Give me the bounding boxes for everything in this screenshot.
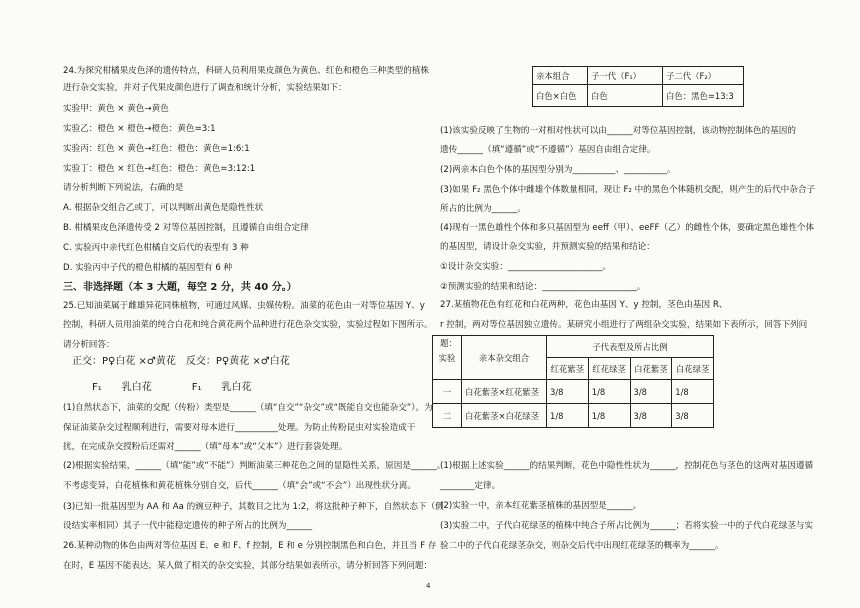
t2-exp: 一 (433, 380, 462, 404)
text-line: 24.为探究柑橘果皮色泽的遗传特点，科研人员利用果皮颜色为黄色、红色和橙色三种类型的植株 (63, 66, 430, 76)
text-line: B. 柑橘果皮色泽遗传受 2 对等位基因控制，且遵循自由组合定律 (63, 223, 309, 233)
text-line: 遗传______（填“遵循”或“不遵循”）基因自由组合定律。 (440, 145, 656, 155)
t2-value: 1/8 (588, 404, 630, 428)
text-line: F₁ 乳白花 F₁ 乳白花 (92, 382, 252, 393)
text-line: 实验乙：橙色 × 橙色→橙色：黄色=3:1 (63, 124, 216, 134)
t2-value: 3/8 (672, 404, 714, 428)
t2-value: 1/8 (547, 404, 589, 428)
text-line: 的基因型，请设计杂交实验，并预测实验的结果和结论： (440, 242, 655, 252)
text-line: 25.已知油菜属于雌雄异花同株植物，可通过风媒、虫媒传粉。油菜的花色由一对等位基因 Y、y (63, 301, 425, 311)
t2-header-offspring: 子代表型及所占比例 (547, 336, 714, 358)
t2-subheader: 白花绿茎 (672, 358, 714, 380)
t1-header: 亲本组合 (533, 67, 588, 85)
t1-cell: 白色×白色 (533, 85, 588, 107)
page-number: 4 (426, 582, 431, 590)
t2-value: 1/8 (672, 380, 714, 404)
t2-value: 1/8 (588, 380, 630, 404)
text-line: 三、非选择题（本 3 大题，每空 2 分，共 40 分。） (63, 282, 297, 293)
t2-header-parent: 亲本杂交组合 (462, 336, 547, 380)
text-line: (2)实验一中，亲本红花紫茎植株的基因型是______。 (440, 501, 642, 511)
text-line: 不考虑变异，白花植株和黄花植株分别自交，后代______（填“会”或“不会”）出现性状分离。 (63, 481, 416, 491)
t2-value: 3/8 (630, 380, 672, 404)
t1-cell: 白色：黑色=13:3 (663, 85, 744, 107)
text-line: (1)该实验反映了生物的一对相对性状可以由______对等位基因控制，该动物控制体色的基因的 (440, 126, 796, 136)
text-line: 26.某种动物的体色由两对等位基因 E、e 和 F、f 控制，E 和 e 分别控制黑色和白色，并且当 F 存 (63, 541, 437, 551)
t2-header-exp: 实验 (433, 336, 462, 380)
t2-exp: 二 (433, 404, 462, 428)
text-line: ①设计杂交实验：______________________。 (440, 262, 611, 272)
t1-header: 子二代（F₂） (663, 67, 744, 85)
text-line: 实验丁：橙色 × 红色→红色：橙色：黄色=3:12:1 (63, 164, 256, 174)
text-line: (2)根据实验结果，______（填“能”或“不能”）判断油菜三种花色之间的显隐性关系，原因是______。 (63, 461, 446, 471)
text-line: 扰，在完成杂交授粉后还需对______（填“母本”或“父本”）进行套袋处理。 (63, 442, 348, 452)
text-line: (2)两亲本白色个体的基因型分别为__________、__________。 (440, 165, 676, 175)
t2-subheader: 红花绿茎 (588, 358, 630, 380)
text-line: D. 实验丙中子代的橙色柑橘的基因型有 6 种 (63, 263, 233, 273)
t1-header: 子一代（F₁） (588, 67, 663, 85)
t2-parent: 白花紫茎×红花紫茎 (462, 380, 547, 404)
t2-value: 3/8 (630, 404, 672, 428)
t2-subheader: 白花紫茎 (630, 358, 672, 380)
t2-subheader: 红花紫茎 (547, 358, 589, 380)
text-line: (1)根据上述实验______的结果判断，花色中隐性性状为______，控制花色与茎色的这两对基因遵循 (440, 461, 814, 471)
q26-result-table (532, 66, 744, 107)
text-line: ②预测实验的结果和结论：______________________。 (440, 282, 646, 292)
text-line: 验二中的子代白花绿茎杂交，则杂交后代中出现红花绿茎的概率为______。 (440, 541, 724, 551)
text-line: (1)自然状态下，油菜的交配（传粉）类型是______（填“自交”“杂交”或“既能自交也能杂交”）。为 (63, 403, 433, 413)
text-line: 设结实率相同）其子一代中能稳定遗传的种子所占的比例为______ (63, 521, 313, 531)
t1-cell: 白色 (588, 85, 663, 107)
text-line: (3)已知一批基因型为 AA 和 Aa 的豌豆种子，其数目之比为 1:2，将这批种子种下，自然状态下（假 (63, 502, 444, 512)
text-line: 题： (440, 339, 458, 349)
text-line: 27.某植物花色有红花和白花两种，花色由基因 Y、y 控制，茎色由基因 R、 (440, 300, 728, 310)
t2-parent: 白花紫茎×白花绿茎 (462, 404, 547, 428)
text-line: 请分析判断下列说法，右确的是 (63, 183, 184, 193)
text-line: 实验甲：黄色 × 黄色→黄色 (63, 104, 169, 114)
text-line: ________定律。 (440, 481, 501, 491)
q27-result-table (432, 335, 714, 428)
text-line: 正交：P♀白花 ×♂黄花 反交：P♀黄花 ×♂白花 (72, 356, 290, 367)
t2-value: 3/8 (547, 380, 589, 404)
text-line: 控制，科研人员用油菜的纯合白花和纯合黄花两个品种进行花色杂交实验，实验过程如下图所示。 (63, 320, 433, 330)
text-line: 实验丙：红色 × 黄色→红色：橙色：黄色=1:6:1 (63, 144, 250, 154)
text-line: (3)实验二中，子代白花绿茎的植株中纯合子所占比例为______；若将实验一中的子代白花绿茎与实 (440, 521, 814, 531)
text-line: (3)如果 F₂ 黑色个体中雌雄个体数量相同，现让 F₂ 中的黑色个体随机交配，则产生的后代中杂合子 (440, 185, 816, 195)
text-line: 在时，E 基因不能表达，某人做了相关的杂交实验，其部分结果如表所示，请分析回答下列问题： (63, 561, 433, 571)
text-line: r 控制，两对等位基因独立遗传。某研究小组进行了两组杂交实验，结果如下表所示，回答下列问 (440, 320, 808, 330)
text-line: 进行杂交实验，并对子代果皮颜色进行了调查和统计分析，实验结果如下： (63, 83, 347, 93)
text-line: A. 根据杂交组合乙或丁，可以判断出黄色是隐性性状 (63, 203, 264, 213)
text-line: 请分析回答： (63, 340, 115, 350)
text-line: 保证油菜杂交过程顺利进行，需要对母本进行__________处理。为防止传粉昆虫对实验造成干 (63, 423, 416, 433)
text-line: (4)现有一黑色雄性个体和多只基因型为 eeff（甲）、eeFF（乙）的雌性个体，要确定黑色雄性个体 (440, 223, 815, 233)
text-line: C. 实验丙中亲代红色柑橘自交后代的表型有 3 种 (63, 243, 249, 253)
text-line: 所占的比例为______。 (440, 204, 526, 214)
